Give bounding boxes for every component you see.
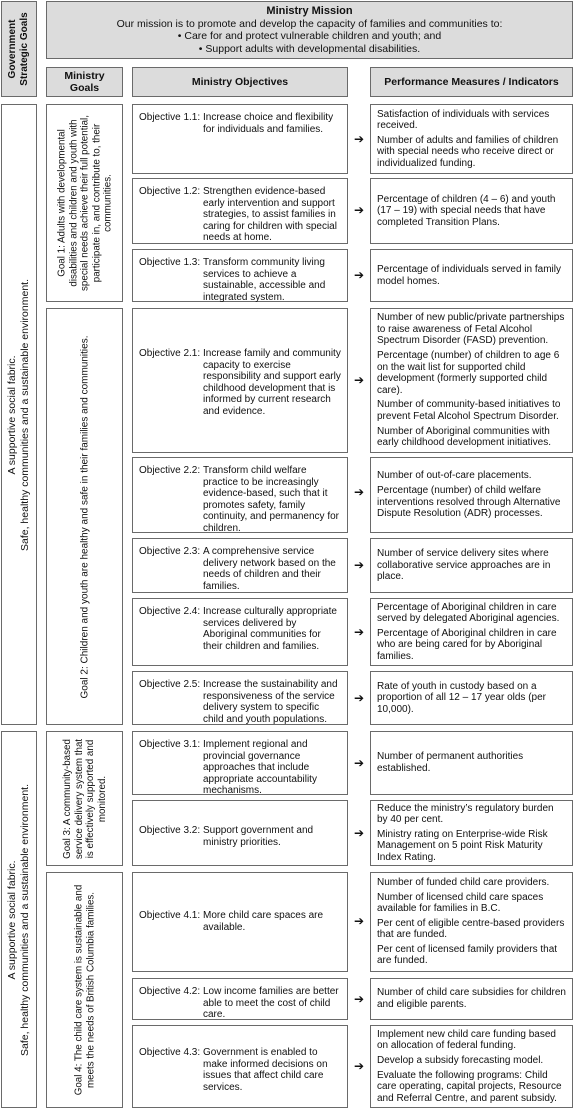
measure-4-1-b: Number of licensed child care spaces available for families in B.C.	[377, 891, 544, 915]
objective-3-1-text: Implement regional and provincial governance approaches that include appropriate accountability mechanisms.	[203, 739, 317, 797]
measure-4-1-c: Per cent of eligible centre-based providers that are funded.	[377, 917, 565, 941]
objectives-header	[132, 67, 348, 97]
measures-2-3	[370, 538, 573, 593]
ministry-goals-header-label: Ministry Goals	[64, 70, 105, 94]
measure-4-3-c: Evaluate the following programs: Child care operating, capital projects, Resource and Referral Centre, and parent subsidy.	[377, 1069, 562, 1104]
measure-2-5-a: Rate of youth in custody based on a proportion of all 12 – 17 year olds (per 10,000).	[377, 680, 546, 715]
mission-intro: Our mission is to promote and develop the capacity of families and communities to:	[116, 17, 503, 30]
objective-3-2-number: Objective 3.2:	[139, 825, 201, 836]
measure-3-2-b: Ministry rating on Enterprise-wide Risk Management on 5 point Risk Maturity Index Rating.	[377, 828, 548, 863]
objective-1-2-text: Strengthen evidence-based early intervention and support strategies, to assist families in caring for children with special needs at home.	[203, 186, 337, 244]
ministry-goal-2-text: Goal 2: Children and youth are healthy and safe in their families and communities.	[79, 335, 90, 698]
objective-2-5-number: Objective 2.5:	[139, 679, 201, 690]
objective-4-2-number: Objective 4.2:	[139, 986, 201, 997]
measures-4-1	[370, 872, 573, 972]
arrow-icon: ➔	[353, 268, 365, 282]
mission-bullet-2: • Support adults with developmental disabilities.	[198, 42, 421, 55]
measures-2-2	[370, 457, 573, 533]
gov-goals-header	[1, 1, 37, 97]
measure-4-3-a: Implement new child care funding based on allocation of federal funding.	[377, 1028, 556, 1052]
measures-3-2	[370, 800, 573, 866]
objective-1-1-text: Increase choice and flexibility for individuals and families.	[203, 112, 334, 135]
measure-2-1-c: Number of community-based initiatives to prevent Fetal Alcohol Spectrum Disorder.	[377, 399, 561, 422]
objective-4-1	[132, 872, 348, 972]
gov-goal-2	[1, 731, 37, 1108]
objective-2-1-number: Objective 2.1:	[139, 348, 201, 359]
objective-1-2	[132, 178, 348, 244]
ministry-goals-header	[46, 67, 123, 97]
measures-4-3	[370, 1025, 573, 1108]
objective-3-1	[132, 731, 348, 795]
measure-1-2-a: Percentage of children (4 – 6) and youth (17 – 19) with special needs that have completed Transition Plans.	[377, 193, 556, 228]
measures-4-2	[370, 978, 573, 1020]
arrow-icon: ➔	[353, 485, 365, 499]
measures-2-5	[370, 671, 573, 725]
ministry-goal-3-text: Goal 3: A community-based service delivery system that is effectively supported and monitored.	[61, 738, 107, 859]
measures-header-label: Performance Measures / Indicators	[384, 76, 559, 88]
measure-2-1-a: Number of new public/private partnerships to raise awareness of Fetal Alcohol Spectrum Disorder (FASD) prevention.	[377, 312, 565, 347]
objective-2-2-text: Transform child welfare practice to be increasingly evidence-based, such that it promotes safety, family continuity, and permanency for children.	[203, 465, 340, 534]
measure-2-4-b: Percentage of Aboriginal children in care who are being cared for by Aboriginal families.	[377, 627, 557, 662]
objective-1-3-text: Transform community living services to achieve a sustainable, accessible and integrated system.	[203, 257, 326, 303]
objective-2-1	[132, 308, 348, 453]
measure-2-1-d: Number of Aboriginal communities with early childhood development initiatives.	[377, 425, 551, 449]
measure-4-1-d: Per cent of licensed family providers that are funded.	[377, 943, 558, 967]
objective-2-2-number: Objective 2.2:	[139, 465, 201, 476]
objective-2-4-text: Increase culturally appropriate services delivered by Aboriginal communities for their children and families.	[203, 606, 337, 652]
measure-2-2-b: Percentage (number) of child welfare interventions resolved through Alternative Dispute Resolution (ADR) processes.	[377, 484, 561, 520]
measure-2-1-b: Percentage (number) of children to age 6 on the wait list for supported child development (formerly supported child care).	[377, 350, 560, 396]
gov-goal-1	[1, 104, 37, 725]
arrow-icon: ➔	[353, 756, 365, 770]
measure-4-2-a: Number of child care subsidies for children and eligible parents.	[377, 987, 566, 1010]
arrow-icon: ➔	[353, 203, 365, 217]
mission-title: Ministry Mission	[266, 5, 353, 17]
arrow-icon: ➔	[353, 1059, 365, 1073]
objectives-header-label: Ministry Objectives	[191, 76, 289, 88]
arrow-icon: ➔	[353, 373, 365, 387]
measure-4-1-a: Number of funded child care providers.	[377, 876, 550, 888]
objective-2-3-text: A comprehensive service delivery network based on the needs of children and their families.	[203, 546, 336, 592]
measures-2-4	[370, 598, 573, 666]
measure-1-1-b: Number of adults and families of children with special needs who receive direct or individualized funding.	[377, 134, 559, 169]
gov-goals-header-label: Government Strategic Goals	[7, 12, 30, 86]
arrow-icon: ➔	[353, 914, 365, 928]
arrow-icon: ➔	[353, 625, 365, 639]
objective-3-2	[132, 800, 348, 866]
objective-2-2	[132, 457, 348, 533]
measures-3-1	[370, 731, 573, 795]
gov-goal-1-line-1: A supportive social fabric.	[6, 354, 18, 475]
gov-goal-2-line-1: A supportive social fabric.	[6, 859, 18, 980]
ministry-goal-2	[46, 308, 123, 725]
objective-4-2-text: Low income families are better able to meet the cost of child care.	[203, 986, 339, 1021]
objective-4-3	[132, 1025, 348, 1108]
objective-3-2-text: Support government and ministry priorities.	[203, 825, 314, 848]
measure-2-4-a: Percentage of Aboriginal children in care served by delegated Aboriginal agencies.	[377, 601, 560, 625]
measure-4-3-b: Develop a subsidy forecasting model.	[377, 1054, 544, 1066]
measure-1-3-a: Percentage of individuals served in family model homes.	[377, 263, 561, 287]
measures-1-2	[370, 178, 573, 244]
ministry-goal-1	[46, 104, 123, 302]
objective-1-1-number: Objective 1.1:	[139, 112, 201, 123]
gov-goal-2-line-2: Safe, healthy communities and a sustainable environment.	[19, 783, 31, 1056]
arrow-icon: ➔	[353, 992, 365, 1006]
measure-3-2-a: Reduce the ministry’s regulatory burden by 40 per cent.	[377, 802, 554, 826]
gov-goal-1-line-2: Safe, healthy communities and a sustainable environment.	[19, 278, 31, 551]
objective-2-4-number: Objective 2.4:	[139, 606, 201, 617]
objective-2-5-text: Increase the sustainability and responsiveness of the service delivery system to specific child and youth populations.	[203, 679, 338, 725]
objective-3-1-number: Objective 3.1:	[139, 739, 201, 750]
ministry-goal-1-text: Goal 1: Adults with developmental disabilities and children and youth with special needs achieve their full potential, participate in, and contribute to, their communities.	[55, 115, 113, 291]
objective-4-3-text: Government is enabled to make informed decisions on issues that affect child care services.	[203, 1047, 328, 1093]
objective-1-3	[132, 249, 348, 302]
measures-1-1	[370, 104, 573, 174]
measures-1-3	[370, 249, 573, 302]
objective-4-1-text: More child care spaces are available.	[203, 910, 324, 933]
objective-1-2-number: Objective 1.2:	[139, 186, 201, 197]
measures-2-1	[370, 308, 573, 453]
objective-2-1-text: Increase family and community capacity to exercise responsibility and support early childhood development that is informed by current research and evidence.	[203, 348, 341, 417]
objective-2-3-number: Objective 2.3:	[139, 546, 201, 557]
objective-4-1-number: Objective 4.1:	[139, 910, 201, 921]
ministry-goal-4-text: Goal 4: The child care system is sustainable and meets the needs of British Columbia families.	[73, 884, 96, 1096]
objective-2-5	[132, 671, 348, 725]
objective-2-4	[132, 598, 348, 666]
measure-2-3-a: Number of service delivery sites where collaborative service approaches are in place.	[377, 548, 551, 583]
objective-4-3-number: Objective 4.3:	[139, 1047, 201, 1058]
mission-bullet-1: • Care for and protect vulnerable children and youth; and	[177, 30, 442, 42]
measure-3-1-a: Number of permanent authorities established.	[377, 751, 524, 774]
ministry-goal-3	[46, 731, 123, 866]
mission-box	[46, 1, 573, 59]
objective-2-3	[132, 538, 348, 593]
arrow-icon: ➔	[353, 558, 365, 572]
ministry-goal-4	[46, 872, 123, 1108]
arrow-icon: ➔	[353, 691, 365, 705]
objective-1-3-number: Objective 1.3:	[139, 257, 201, 268]
measure-1-1-a: Satisfaction of individuals with services received.	[377, 108, 550, 132]
measure-2-2-a: Number of out-of-care placements.	[377, 470, 532, 482]
objective-1-1	[132, 104, 348, 174]
arrow-icon: ➔	[353, 826, 365, 840]
measures-header	[370, 67, 573, 97]
arrow-icon: ➔	[353, 132, 365, 146]
objective-4-2	[132, 978, 348, 1020]
